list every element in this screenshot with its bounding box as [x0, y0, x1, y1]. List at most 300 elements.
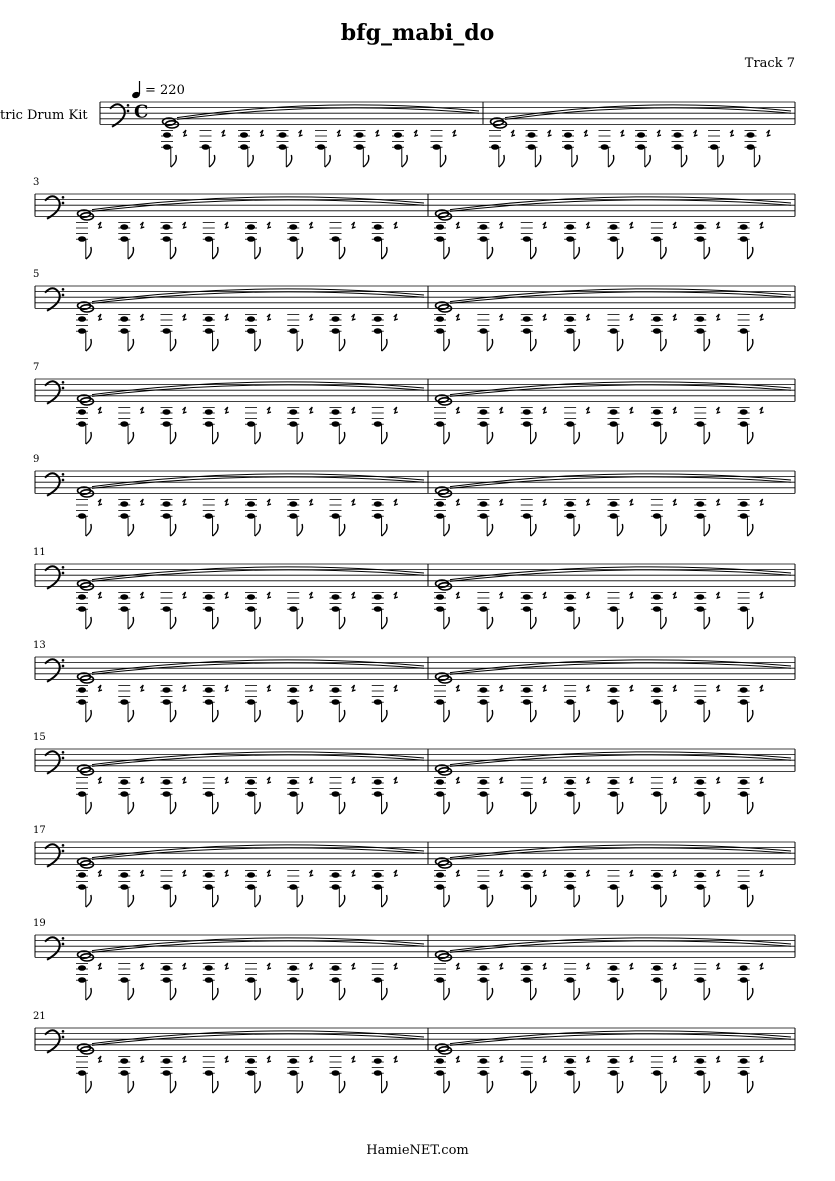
rest-icon — [183, 499, 187, 505]
drum-note — [78, 513, 86, 519]
drum-note — [394, 144, 402, 150]
rest-icon — [225, 222, 229, 228]
note-flag — [661, 247, 666, 259]
drum-note — [740, 421, 748, 427]
drum-note — [205, 594, 213, 600]
rest-icon — [309, 592, 313, 598]
rest-icon — [225, 963, 229, 969]
drum-note — [240, 144, 248, 150]
clef-dot — [62, 943, 65, 946]
drum-note — [610, 884, 618, 890]
drum-note — [696, 513, 704, 519]
note-flag — [297, 895, 302, 907]
note-flag — [297, 802, 302, 814]
drum-note — [479, 1058, 487, 1064]
drum-note — [205, 965, 213, 971]
drum-note — [374, 977, 382, 983]
rest-icon — [499, 870, 503, 876]
drum-note — [247, 884, 255, 890]
system-number: 5 — [33, 269, 40, 280]
note-flag — [617, 617, 622, 629]
drum-note — [279, 132, 287, 138]
clef-dot — [62, 1036, 65, 1039]
drum-note — [523, 965, 531, 971]
note-flag — [617, 524, 622, 536]
drum-note — [205, 699, 213, 705]
drum-note — [653, 594, 661, 600]
drum-note — [696, 699, 704, 705]
note-flag — [128, 988, 133, 1000]
drum-note — [523, 791, 531, 797]
drum-note — [491, 144, 499, 150]
note-flag — [617, 988, 622, 1000]
rest-icon — [98, 314, 102, 320]
note-flag — [617, 339, 622, 351]
drum-note — [610, 1058, 618, 1064]
note-flag — [574, 617, 579, 629]
note-flag — [754, 155, 759, 167]
tie — [92, 752, 424, 765]
system-number: 13 — [33, 640, 46, 651]
rest-icon — [98, 222, 102, 228]
drum-note — [740, 687, 748, 693]
rest-icon — [621, 130, 625, 136]
note-flag — [213, 617, 218, 629]
rest-icon — [716, 870, 720, 876]
rest-icon — [98, 963, 102, 969]
note-flag — [213, 895, 218, 907]
note-flag — [487, 432, 492, 444]
drum-note — [247, 791, 255, 797]
note-flag — [339, 895, 344, 907]
drum-note — [740, 699, 748, 705]
clef-dot — [62, 566, 65, 569]
drum-note — [610, 606, 618, 612]
rest-icon — [352, 685, 356, 691]
rest-icon — [140, 499, 144, 505]
rest-icon — [394, 1056, 398, 1062]
note-flag — [402, 155, 407, 167]
note-flag — [213, 710, 218, 722]
note-flag — [531, 524, 536, 536]
rest-icon — [543, 314, 547, 320]
drum-note — [374, 501, 382, 507]
note-flag — [86, 988, 91, 1000]
note-flag — [531, 1081, 536, 1093]
drum-note — [696, 594, 704, 600]
drum-note — [479, 687, 487, 693]
rest-icon — [267, 407, 271, 413]
drum-note — [163, 791, 171, 797]
rest-icon — [140, 407, 144, 413]
drum-note — [163, 409, 171, 415]
tie — [92, 1034, 424, 1046]
drum-note — [247, 1070, 255, 1076]
rest-icon — [760, 592, 764, 598]
rest-icon — [586, 1056, 590, 1062]
rest-icon — [267, 963, 271, 969]
rest-icon — [267, 222, 271, 228]
drum-note — [247, 779, 255, 785]
rest-icon — [183, 222, 187, 228]
drum-note — [523, 421, 531, 427]
note-flag — [617, 802, 622, 814]
drum-note — [436, 606, 444, 612]
note-flag — [339, 988, 344, 1000]
drum-note — [163, 328, 171, 334]
drum-note — [610, 513, 618, 519]
drum-note — [436, 421, 444, 427]
note-flag — [382, 339, 387, 351]
drum-note — [163, 1070, 171, 1076]
rest-icon — [394, 499, 398, 505]
drum-note — [566, 501, 574, 507]
drum-note — [289, 501, 297, 507]
rest-icon — [140, 870, 144, 876]
drum-note — [747, 132, 755, 138]
rest-icon — [225, 685, 229, 691]
rest-icon — [499, 314, 503, 320]
rest-icon — [98, 685, 102, 691]
note-flag — [297, 524, 302, 536]
drum-note — [740, 965, 748, 971]
tie — [92, 755, 424, 767]
drum-note — [610, 977, 618, 983]
drum-note — [653, 872, 661, 878]
drum-note — [747, 144, 755, 150]
note-flag — [128, 710, 133, 722]
note-flag — [661, 802, 666, 814]
rest-icon — [630, 499, 634, 505]
rest-icon — [352, 1056, 356, 1062]
rest-icon — [456, 314, 460, 320]
note-flag — [574, 895, 579, 907]
rest-icon — [456, 870, 460, 876]
note-flag — [661, 339, 666, 351]
clef-dot — [62, 937, 65, 940]
note-flag — [661, 524, 666, 536]
drum-note — [205, 606, 213, 612]
note-flag — [747, 988, 752, 1000]
note-flag — [170, 710, 175, 722]
drum-note — [120, 421, 128, 427]
rest-icon — [394, 407, 398, 413]
system-number: 21 — [33, 1011, 46, 1022]
rest-icon — [394, 314, 398, 320]
note-flag — [574, 710, 579, 722]
drum-note — [696, 224, 704, 230]
drum-note — [566, 872, 574, 878]
drum-note — [374, 872, 382, 878]
drum-note — [696, 316, 704, 322]
rest-icon — [630, 777, 634, 783]
tie — [92, 848, 424, 860]
note-flag — [286, 155, 291, 167]
rest-icon — [499, 407, 503, 413]
rest-icon — [499, 685, 503, 691]
tie — [505, 105, 791, 118]
note-flag — [128, 247, 133, 259]
time-signature: C — [134, 101, 149, 123]
note-flag — [704, 432, 709, 444]
rest-icon — [456, 685, 460, 691]
tie — [450, 848, 791, 860]
note-flag — [382, 247, 387, 259]
drum-note — [120, 501, 128, 507]
note-flag — [297, 432, 302, 444]
tie — [92, 663, 424, 675]
tie — [450, 289, 791, 302]
rest-icon — [140, 777, 144, 783]
drum-note — [394, 132, 402, 138]
note-flag — [704, 247, 709, 259]
system-number: 9 — [33, 454, 40, 465]
note-flag — [297, 339, 302, 351]
clef-dot — [62, 572, 65, 575]
note-flag — [617, 432, 622, 444]
drum-note — [332, 409, 340, 415]
drum-note — [610, 699, 618, 705]
drum-note — [710, 144, 718, 150]
note-flag — [444, 247, 449, 259]
rest-icon — [630, 222, 634, 228]
rest-icon — [309, 685, 313, 691]
tie — [92, 570, 424, 582]
drum-note — [78, 884, 86, 890]
drum-note — [332, 594, 340, 600]
rest-icon — [309, 1056, 313, 1062]
drum-note — [374, 1070, 382, 1076]
drum-note — [566, 316, 574, 322]
tie — [450, 570, 791, 582]
note-flag — [531, 339, 536, 351]
note-flag — [86, 617, 91, 629]
note-flag — [255, 617, 260, 629]
tie — [92, 660, 424, 673]
note-flag — [574, 802, 579, 814]
drum-note — [120, 328, 128, 334]
track-label: Track 7 — [744, 56, 795, 71]
note-flag — [574, 339, 579, 351]
note-flag — [128, 895, 133, 907]
drum-note — [696, 1058, 704, 1064]
tie — [92, 382, 424, 395]
drum-note — [163, 144, 171, 150]
drum-note — [356, 144, 364, 150]
rest-icon — [140, 314, 144, 320]
rest-icon — [673, 592, 677, 598]
note-flag — [617, 247, 622, 259]
clef-dot — [62, 387, 65, 390]
tie — [92, 474, 424, 487]
tie — [92, 1031, 424, 1044]
drum-note — [163, 606, 171, 612]
system-number: 7 — [33, 362, 40, 373]
note-flag — [574, 432, 579, 444]
rest-icon — [376, 130, 380, 136]
drum-note — [740, 606, 748, 612]
note-flag — [444, 988, 449, 1000]
drum-note — [78, 872, 86, 878]
drum-note — [120, 779, 128, 785]
note-flag — [681, 155, 686, 167]
drum-note — [332, 513, 340, 519]
note-flag — [170, 802, 175, 814]
drum-note — [740, 236, 748, 242]
tie — [92, 477, 424, 489]
note-flag — [339, 524, 344, 536]
drum-note — [653, 421, 661, 427]
rest-icon — [630, 1056, 634, 1062]
drum-note — [163, 513, 171, 519]
drum-note — [653, 328, 661, 334]
drum-note — [163, 884, 171, 890]
drum-note — [566, 884, 574, 890]
drum-note — [289, 884, 297, 890]
drum-note — [247, 872, 255, 878]
note-flag — [86, 524, 91, 536]
rest-icon — [183, 130, 187, 136]
drum-note — [740, 1070, 748, 1076]
rest-icon — [183, 870, 187, 876]
tie — [450, 660, 791, 673]
rest-icon — [716, 685, 720, 691]
drum-note — [78, 699, 86, 705]
note-flag — [645, 155, 650, 167]
note-flag — [617, 1081, 622, 1093]
drum-note — [163, 965, 171, 971]
drum-note — [205, 316, 213, 322]
drum-note — [163, 779, 171, 785]
note-flag — [704, 988, 709, 1000]
tie — [450, 1034, 791, 1046]
note-flag — [661, 617, 666, 629]
rest-icon — [456, 777, 460, 783]
system-number: 19 — [33, 918, 46, 929]
rest-icon — [456, 499, 460, 505]
drum-note — [247, 594, 255, 600]
drum-note — [247, 1058, 255, 1064]
note-flag — [444, 339, 449, 351]
system-number: 17 — [33, 825, 46, 836]
drum-note — [436, 1058, 444, 1064]
note-flag — [487, 802, 492, 814]
rest-icon — [140, 963, 144, 969]
rest-icon — [183, 1056, 187, 1062]
rest-icon — [225, 314, 229, 320]
rest-icon — [140, 1056, 144, 1062]
drum-note — [637, 132, 645, 138]
note-flag — [440, 155, 445, 167]
note-flag — [444, 617, 449, 629]
tie — [505, 108, 791, 120]
drum-note — [696, 779, 704, 785]
note-flag — [487, 1081, 492, 1093]
note-flag — [339, 339, 344, 351]
drum-note — [374, 779, 382, 785]
rest-icon — [225, 777, 229, 783]
drum-note — [78, 328, 86, 334]
rest-icon — [499, 592, 503, 598]
note-flag — [382, 432, 387, 444]
drum-note — [332, 791, 340, 797]
note-flag — [747, 895, 752, 907]
note-flag — [213, 247, 218, 259]
drum-note — [163, 236, 171, 242]
system-number: 11 — [33, 547, 46, 558]
rest-icon — [730, 130, 734, 136]
drum-note — [610, 224, 618, 230]
drum-note — [120, 791, 128, 797]
drum-note — [674, 144, 682, 150]
drum-note — [637, 144, 645, 150]
note-flag — [86, 895, 91, 907]
drum-note — [78, 409, 86, 415]
note-flag — [339, 802, 344, 814]
drum-note — [740, 884, 748, 890]
drum-note — [566, 594, 574, 600]
drum-note — [205, 409, 213, 415]
rest-icon — [225, 592, 229, 598]
drum-note — [289, 977, 297, 983]
drum-note — [479, 977, 487, 983]
rest-icon — [760, 314, 764, 320]
drum-note — [566, 224, 574, 230]
drum-note — [696, 328, 704, 334]
clef-dot — [62, 850, 65, 853]
drum-note — [78, 236, 86, 242]
drum-note — [205, 791, 213, 797]
drum-note — [436, 236, 444, 242]
note-flag — [499, 155, 504, 167]
note-flag — [661, 988, 666, 1000]
drum-note — [653, 965, 661, 971]
drum-note — [289, 687, 297, 693]
note-flag — [86, 1081, 91, 1093]
rest-icon — [543, 499, 547, 505]
drum-note — [740, 224, 748, 230]
note-flag — [86, 247, 91, 259]
note-flag — [704, 1081, 709, 1093]
rest-icon — [499, 963, 503, 969]
note-flag — [704, 339, 709, 351]
tie — [92, 567, 424, 580]
rest-icon — [352, 499, 356, 505]
drum-note — [479, 606, 487, 612]
drum-note — [479, 501, 487, 507]
drum-note — [247, 513, 255, 519]
rest-icon — [673, 314, 677, 320]
rest-icon — [309, 407, 313, 413]
drum-note — [78, 1070, 86, 1076]
drum-note — [205, 872, 213, 878]
clef-dot — [62, 473, 65, 476]
rest-icon — [543, 777, 547, 783]
note-flag — [255, 247, 260, 259]
tie — [92, 289, 424, 302]
note-flag — [209, 155, 214, 167]
drum-note — [436, 791, 444, 797]
rest-icon — [456, 407, 460, 413]
drum-note — [740, 513, 748, 519]
drum-note — [479, 409, 487, 415]
drum-note — [247, 224, 255, 230]
drum-note — [523, 1070, 531, 1076]
note-flag — [704, 802, 709, 814]
drum-note — [163, 421, 171, 427]
drum-note — [436, 779, 444, 785]
note-flag — [574, 1081, 579, 1093]
